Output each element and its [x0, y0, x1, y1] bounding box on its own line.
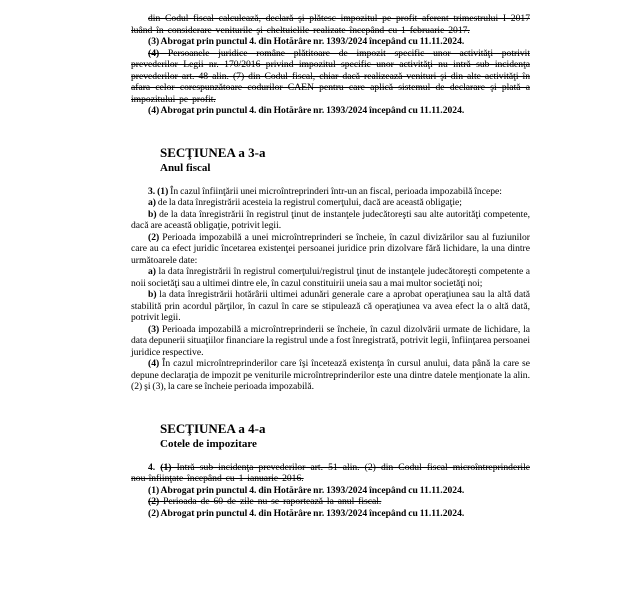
bold-text-run: b)	[148, 289, 157, 300]
bold-text-run: 4.	[148, 461, 161, 473]
article-3-alin-2-lit-a	[131, 266, 530, 289]
struck-text-run: Persoanele juridice române plătitoare de impozit specific unor activităţi potrivit prevederilor Legii nr. 170/2016 privind impozitul specific unor activităţi nu intră sub incidenţa prevederilor art. 48 alin. (7) din Codul fiscal, chiar dacă realizează venituri şi din alte activităţi în afara celor corespunzătoare codurilor CAEN pentru care aplică sistemul de declarare şi plată a impozitului pe profit.	[131, 47, 530, 105]
bold-text-run: (3) Abrogat prin punctul 4. din Hotărâre nr. 1393/2024 începând cu 11.11.2024.	[148, 36, 465, 47]
text-run: Perioada impozabilă a microîntreprinderii se încheie, în cazul dizolvării urmate de lichidare, la data depunerii situaţiilor financiare la registrul unde a fost înregistrată, potrivit legii, înfiinţarea persoanei juridice respective.	[131, 323, 530, 358]
document-content	[131, 0, 530, 519]
paragraph-4-abrogat	[131, 105, 530, 117]
section-3-heading	[160, 144, 530, 161]
section-4-heading	[160, 420, 530, 437]
paragraph-4-struck	[131, 48, 530, 106]
bold-text-run: (1) Abrogat prin punctul 4. din Hotărâre nr. 1393/2024 începând cu 11.11.2024.	[148, 484, 465, 496]
struck-text-run: Intră sub incidenţa prevederilor art. 51 alin. (2) din Codul fiscal microîntreprinderile nou-înfiinţate începând cu 1 ianuarie 2016.	[131, 461, 530, 484]
bold-text-run: (4)	[148, 358, 160, 369]
paragraph-3-abrogat	[131, 36, 530, 48]
section-4-title	[160, 437, 530, 452]
article-4-alin-2-struck	[131, 496, 530, 508]
text-run: SECŢIUNEA a 4-a	[160, 420, 266, 436]
text-run: la data înregistrării hotărârii ultimei adunări generale care a aprobat operaţiunea sau la altă dată stabilită prin acordul părţilor, în cazul în care se stipulează că operaţiunea va avea efect la o altă dată, potrivit legii.	[131, 289, 530, 323]
bold-text-run: (3)	[148, 323, 160, 335]
text-run: Cotele de impozitare	[160, 437, 257, 450]
section-3-title	[160, 161, 530, 176]
text-run: de la data înregistrării în registrul ţinut de instanţele judecătoreşti sau alte autorităţi competente, dacă are această obligaţie, potrivit legii.	[131, 208, 530, 231]
bold-text-run: b)	[148, 208, 157, 220]
article-3-alin-1	[131, 186, 530, 198]
bold-text-run: 3. (1)	[148, 185, 169, 197]
struck-text-run: Perioada de 60 de zile nu se raportează la anul fiscal.	[159, 496, 382, 507]
text-run: la data înregistrării în registrul comerţului/registrul ţinut de instanţele judecătoreşti competente a noii societăţi sau a ultimei dintre ele, în cazul constituirii uneia sau a mai multor societăţi noi;	[131, 266, 530, 289]
article-4-alin-1-struck	[131, 462, 530, 485]
article-4-alin-2-abrogat	[131, 508, 530, 520]
bold-text-run: a)	[148, 197, 156, 208]
article-3-alin-1-lit-b	[131, 209, 530, 232]
article-3-alin-2-lit-b	[131, 289, 530, 324]
paragraph-continuation-struck	[131, 13, 530, 36]
text-run: În cazul înfiinţării unei microîntreprinderi într-un an fiscal, perioada impozabilă începe:	[168, 185, 502, 197]
text-run: de la data înregistrării acesteia la registrul comerţului, dacă are această obligaţie;	[156, 197, 462, 208]
text-run: Perioada impozabilă a unei microîntreprinderi se încheie, în cazul divizărilor sau al fuziunilor care au ca efect juridic încetarea existenţei persoanei juridice prin dizolvare fără lichidare, la una dintre următoarele date:	[131, 231, 530, 266]
struck-text-run: (1)	[160, 461, 172, 473]
text-run: În cazul microîntreprinderilor care îşi încetează existenţa în cursul anului, data până la care se depune declaraţia de impozit pe veniturile microîntreprinderilor este una dintre datele menţionate la alin. (2) şi (3), la care se încheie perioada impozabilă.	[131, 358, 530, 392]
bold-text-run: a)	[148, 266, 156, 277]
bold-text-run: (2)	[148, 231, 160, 243]
struck-text-run: din Codul fiscal calculează, declară şi plătesc impozitul pe profit aferent trimestrului I 2017 luând în considerare veniturile şi cheltuielile realizate începând cu 1 februarie 2017.	[131, 13, 530, 36]
bold-text-run: (4) Abrogat prin punctul 4. din Hotărâre nr. 1393/2024 începând cu 11.11.2024.	[148, 105, 465, 116]
article-3-alin-4	[131, 358, 530, 393]
article-3-alin-2	[131, 232, 530, 267]
text-run: SECŢIUNEA a 3-a	[160, 144, 266, 160]
bold-text-run: (2) Abrogat prin punctul 4. din Hotărâre nr. 1393/2024 începând cu 11.11.2024.	[148, 507, 465, 519]
article-3-alin-3	[131, 324, 530, 359]
article-3-alin-1-lit-a	[131, 197, 530, 209]
struck-text-run: (4)	[148, 47, 160, 59]
article-4-alin-1-abrogat	[131, 485, 530, 497]
struck-text-run: (2)	[148, 496, 160, 507]
text-run: Anul fiscal	[160, 161, 211, 174]
